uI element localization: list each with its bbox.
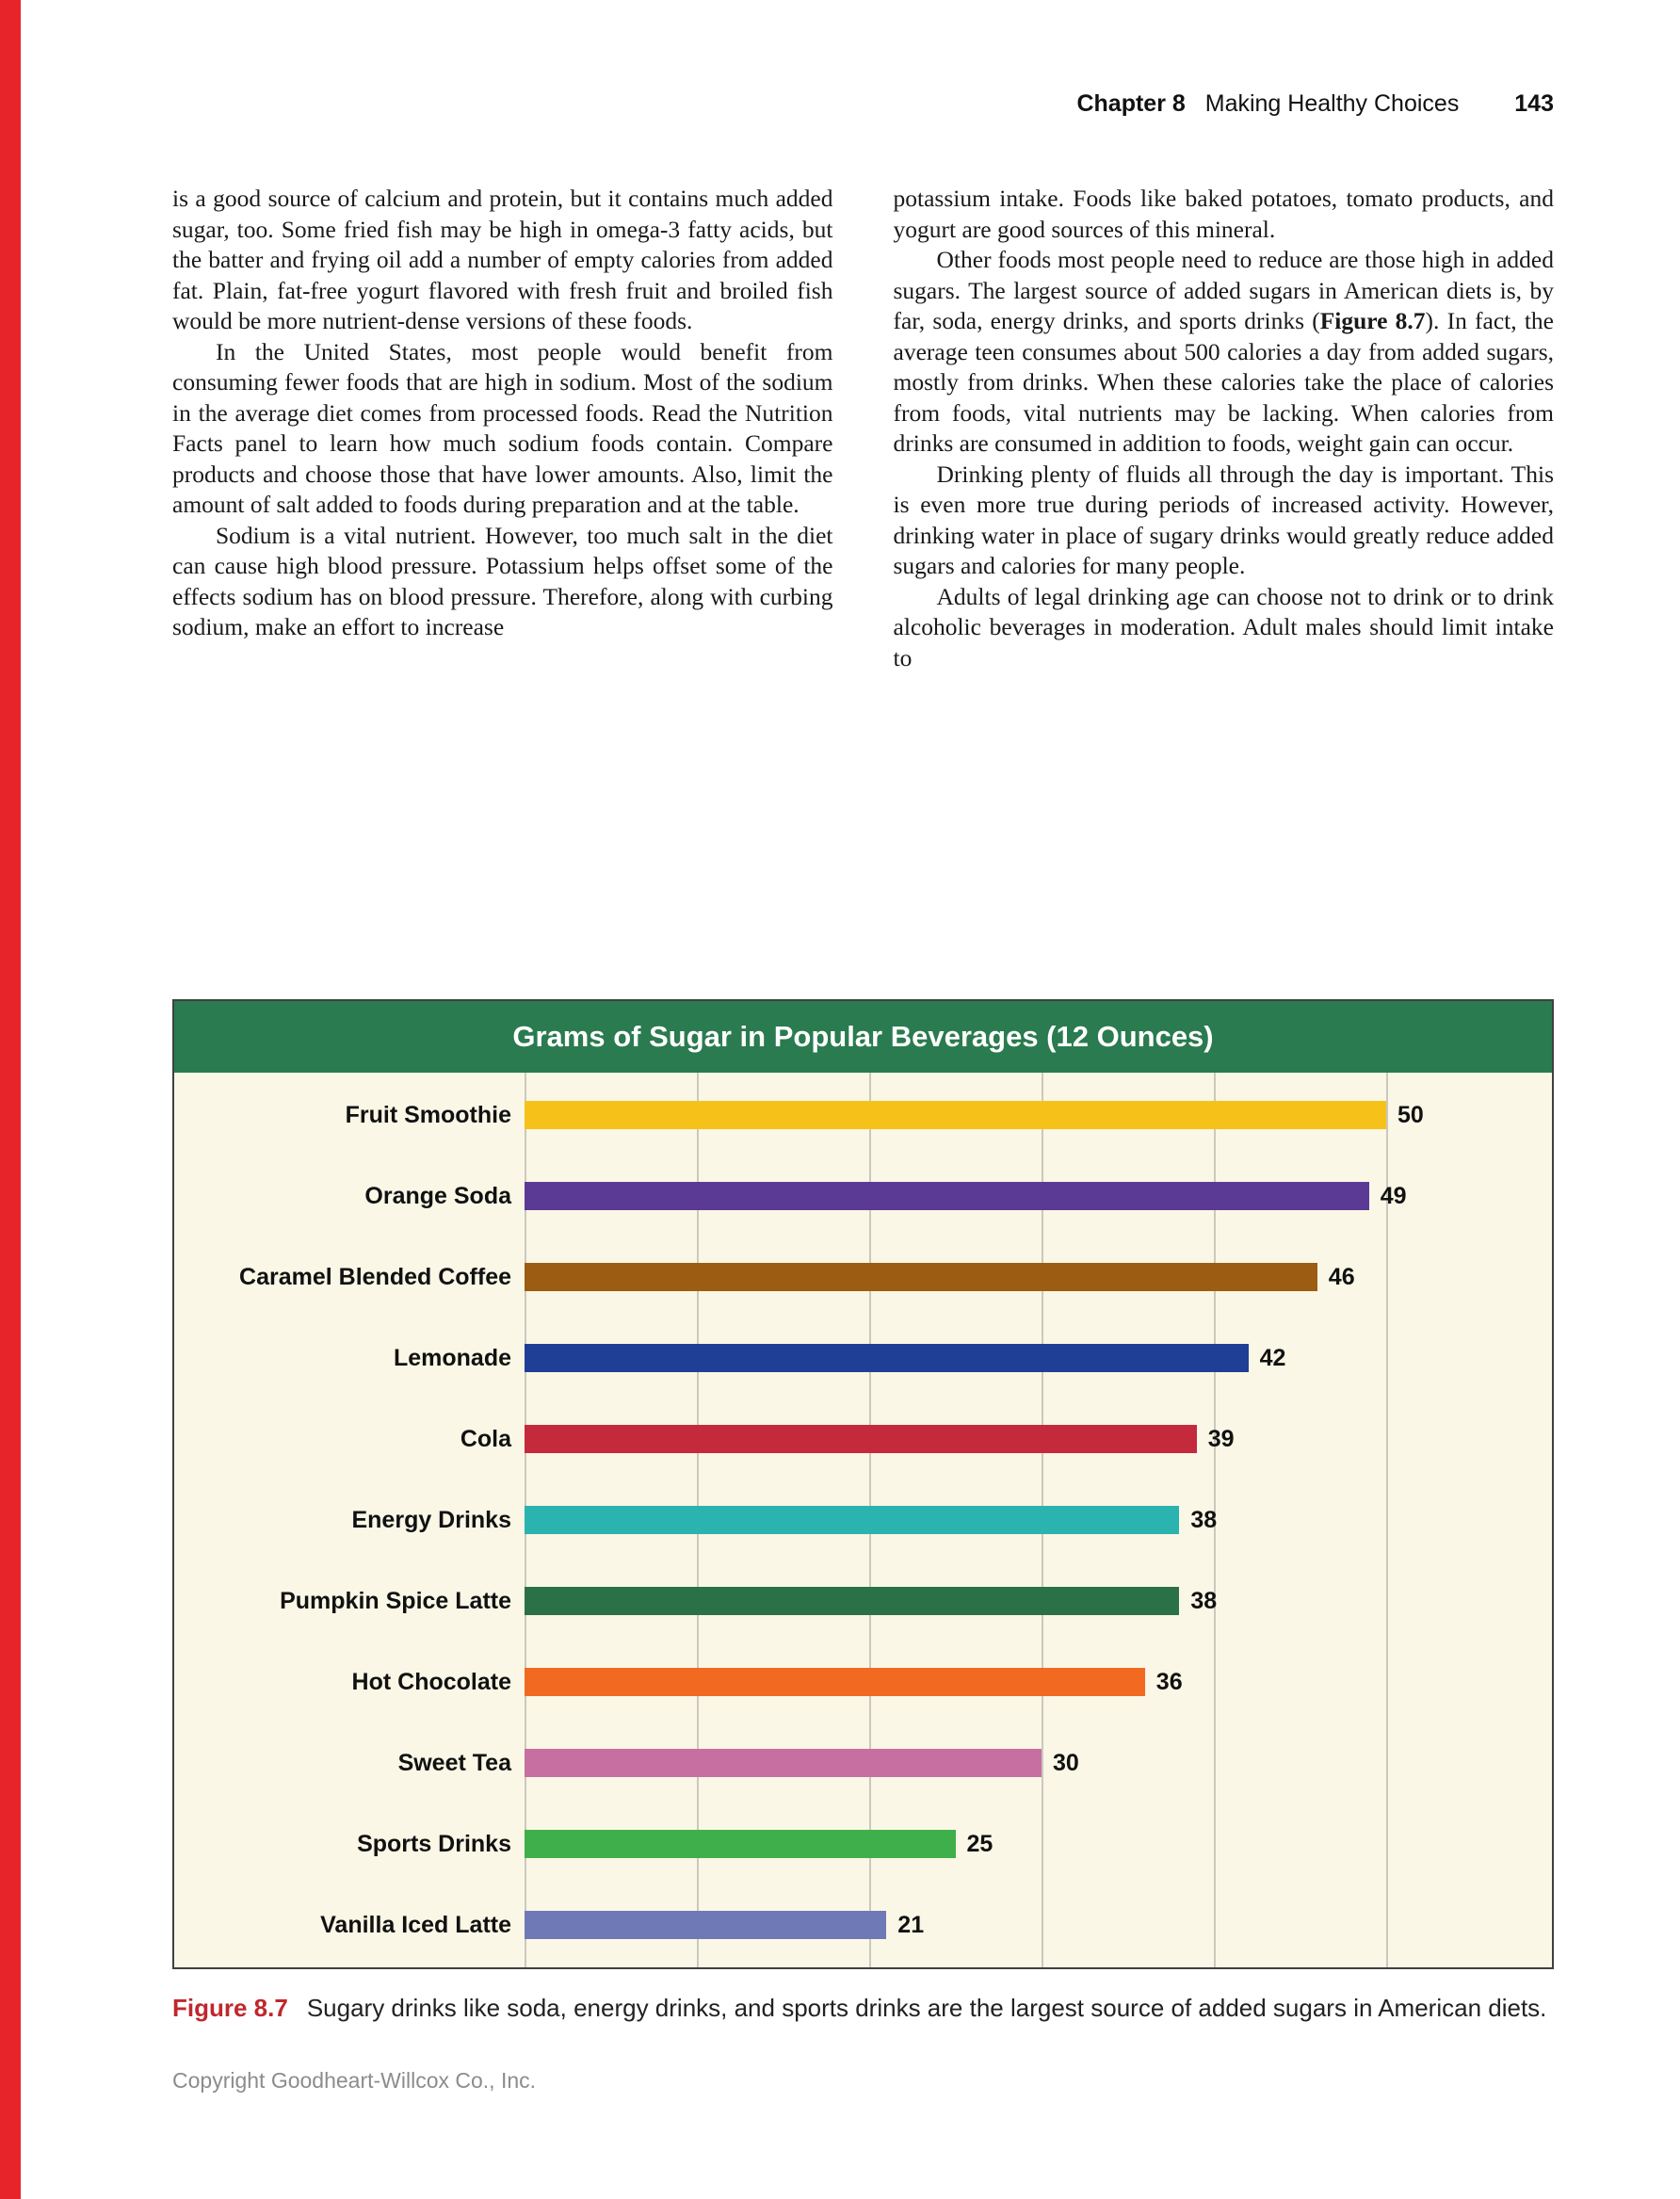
chart-bar <box>525 1830 956 1858</box>
chart-bar <box>525 1911 886 1939</box>
chart-category-label: Sports Drinks <box>357 1830 511 1857</box>
chart-category-label: Orange Soda <box>364 1182 511 1209</box>
chart-value-label: 21 <box>897 1911 925 1938</box>
paragraph: is a good source of calcium and protein, but it contains much added sugar, too. Some fried fish may be high in omega-3 fatty acids, but the batter and frying oil add a number of empty calories from added fat. Plain, fat-free yogurt flavored with fresh fruit and broiled fish would be more nutrient-dense versions of these foods. <box>172 185 833 334</box>
chart-category-label: Lemonade <box>393 1344 511 1371</box>
paragraph-text: ). In fact, the average teen consumes about 500 calories a day from added sugars, mostly from drinks. When these calories take the place of calories from foods, vital nutrients may be lacking. When calories from drinks are consumed in addition to foods, weight gain can occur. <box>893 307 1554 457</box>
chart-value-label: 30 <box>1053 1749 1079 1776</box>
chart-value-label: 46 <box>1328 1263 1355 1290</box>
chart-row <box>174 1399 1552 1479</box>
chart-value-label: 49 <box>1380 1182 1407 1209</box>
chart-value-label: 42 <box>1259 1344 1286 1371</box>
chart-bar <box>525 1344 1249 1372</box>
figure-reference: Figure 8.7 <box>1319 307 1426 334</box>
paragraph: Drinking plenty of fluids all through the day is important. This is even more true during periods of increased activity. However, drinking water in place of sugary drinks would greatly reduce added sugars and calories for many people. <box>893 460 1554 579</box>
paragraph-text: Other foods most people need to reduce are those high in added sugars. The largest source of added sugars in American diets is, by far, soda, energy drinks, and sports drinks ( <box>893 246 1554 334</box>
chart-row <box>174 1722 1552 1803</box>
chart-category-label: Vanilla Iced Latte <box>320 1911 511 1938</box>
chart-row <box>174 1075 1552 1156</box>
left-column <box>172 184 833 643</box>
chart-bar <box>525 1101 1386 1129</box>
paragraph: Adults of legal drinking age can choose not to drink or to drink alcoholic beverages in moderation. Adult males should limit intake to <box>893 582 1554 671</box>
chart-row <box>174 1318 1552 1399</box>
figure-caption-label: Figure 8.7 <box>172 1994 288 2022</box>
chart-category-label: Cola <box>460 1425 511 1452</box>
paragraph: potassium intake. Foods like baked potatoes, tomato products, and yogurt are good sources of this mineral. <box>893 185 1554 243</box>
chart-category-label: Sweet Tea <box>397 1749 511 1776</box>
chart-value-label: 38 <box>1190 1506 1218 1533</box>
paragraph <box>894 245 1555 460</box>
chapter-title: Making Healthy Choices <box>1204 90 1460 117</box>
chart-bar <box>525 1668 1145 1696</box>
figure-caption-text: Sugary drinks like soda, energy drinks, and sports drinks are the largest source of added sugars in American diets. <box>306 1994 1547 2022</box>
chart-value-label: 50 <box>1397 1101 1424 1128</box>
chart-value-label: 39 <box>1207 1425 1235 1452</box>
page-content <box>172 0 1554 2094</box>
chart-row <box>174 1156 1552 1237</box>
left-accent-bar <box>0 0 21 2199</box>
chapter-label: Chapter 8 <box>1076 90 1186 117</box>
chart-value-label: 36 <box>1155 1668 1183 1695</box>
right-column <box>894 184 1555 673</box>
chart-bar <box>525 1425 1197 1453</box>
chart-row <box>174 1479 1552 1560</box>
chart-row <box>174 1641 1552 1722</box>
figure-caption <box>172 1992 1554 2025</box>
chart-value-label: 38 <box>1190 1587 1218 1614</box>
chart-bar <box>525 1263 1317 1291</box>
body-columns <box>172 184 1554 999</box>
page-number: 143 <box>1514 90 1554 117</box>
chart-title: Grams of Sugar in Popular Beverages (12 Ounces) <box>174 1001 1552 1073</box>
chart-bar <box>525 1749 1042 1777</box>
chart-row <box>174 1560 1552 1641</box>
chart-bar <box>525 1587 1179 1615</box>
chart-category-label: Fruit Smoothie <box>345 1101 511 1128</box>
copyright-notice: Copyright Goodheart-Willcox Co., Inc. <box>172 2068 537 2093</box>
running-header <box>172 0 1554 118</box>
chart-row <box>174 1884 1552 1965</box>
chart-plot-area <box>174 1073 1552 1967</box>
chart-value-label: 25 <box>966 1830 993 1857</box>
chart-category-label: Pumpkin Spice Latte <box>280 1587 511 1614</box>
paragraph: Sodium is a vital nutrient. However, too much salt in the diet can cause high blood pressure. Potassium helps offset some of the effects sodium has on blood pressure. Therefore, along with curbing sodium, make an effort to increase <box>172 521 833 640</box>
chart-bar <box>525 1182 1369 1210</box>
paragraph: In the United States, most people would benefit from consuming fewer foods that are high in sodium. Most of the sodium in the average diet comes from processed foods. Read the Nutrition Facts panel to learn how much sodium foods contain. Compare products and choose those that have lower amounts. Also, limit the amount of salt added to foods during preparation and at the table. <box>172 337 833 518</box>
chart-bar <box>525 1506 1179 1534</box>
chart-row <box>174 1803 1552 1884</box>
chart-row <box>174 1237 1552 1318</box>
chart-category-label: Energy Drinks <box>351 1506 511 1533</box>
chart-category-label: Hot Chocolate <box>351 1668 511 1695</box>
chart-category-label: Caramel Blended Coffee <box>239 1263 511 1290</box>
figure-8-7-chart <box>172 999 1554 1969</box>
